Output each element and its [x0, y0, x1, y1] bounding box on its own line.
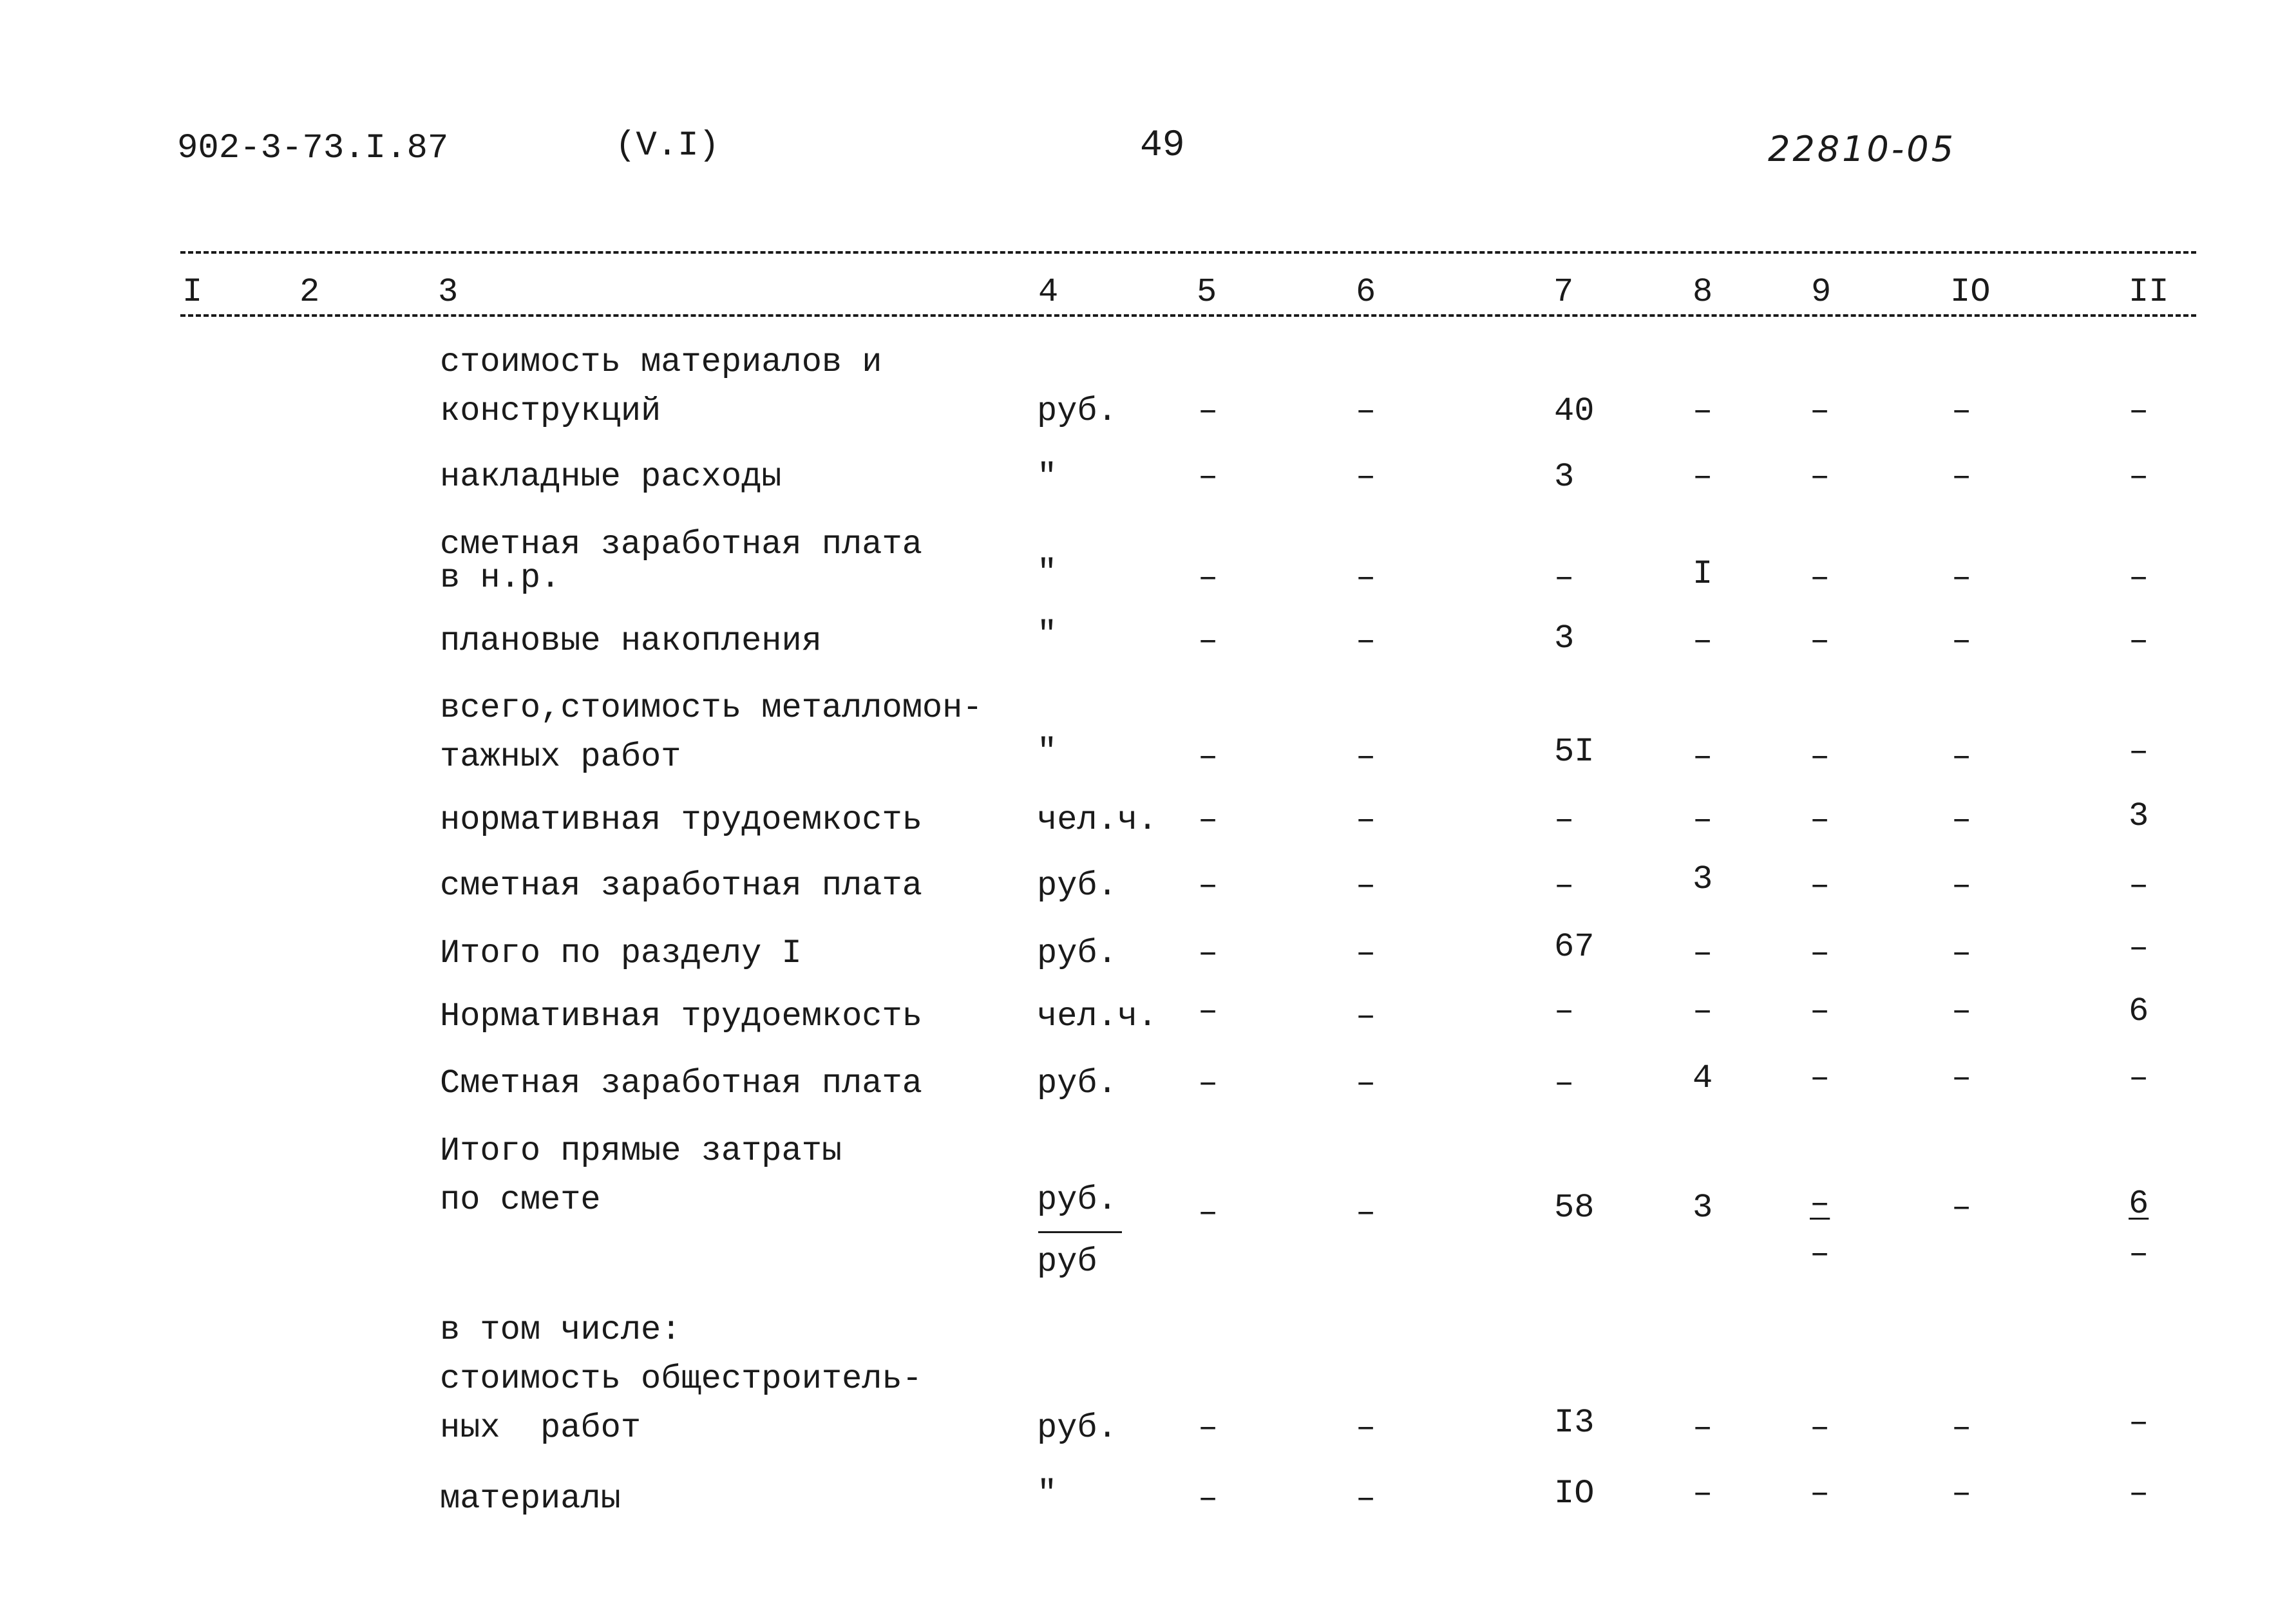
row-col8: – [1693, 934, 1713, 972]
row-col5: – [1198, 1409, 1219, 1447]
column-number: 8 [1693, 273, 1713, 311]
row-col11: – [2129, 392, 2149, 430]
column-number: IO [1950, 273, 1991, 311]
row-col5: – [1198, 801, 1219, 839]
row-col6: – [1356, 801, 1376, 839]
row-name-line2: материалы [440, 1480, 621, 1518]
row-col10: – [1951, 1475, 1972, 1513]
row-col5: – [1198, 392, 1219, 430]
row-unit: " [1037, 1475, 1058, 1513]
row-col11: – [2129, 1059, 2149, 1097]
row-col8: – [1693, 458, 1713, 496]
row-col7: – [1554, 1064, 1575, 1102]
row-col6: – [1356, 392, 1376, 430]
row-col9: – [1810, 392, 1830, 430]
column-number: 6 [1356, 273, 1376, 311]
row-unit: чел.ч. [1037, 801, 1158, 839]
row-name-line1: всего,стоимость металломон- [440, 689, 983, 727]
row-col9: – [1810, 1059, 1830, 1097]
row-col7: 67 [1554, 928, 1595, 966]
row-col9: – [1810, 992, 1830, 1030]
row-col11: – [2129, 1475, 2149, 1513]
row-col11: – [2129, 458, 2149, 496]
row-unit-numerator: руб. [1037, 1181, 1117, 1219]
row-name-line2: нормативная трудоемкость [440, 801, 922, 839]
row-col10: – [1951, 622, 1972, 660]
row-col6: – [1356, 622, 1376, 660]
header-rule-bottom [180, 314, 2196, 317]
row-col5: – [1198, 458, 1219, 496]
row-col5: – [1198, 559, 1219, 597]
row-col8: – [1693, 1409, 1713, 1447]
document-number: 902-3-73.I.87 [177, 129, 449, 168]
row-col6: – [1356, 934, 1376, 972]
row-name-line2: накладные расходы [440, 458, 782, 496]
row-col11: – [2129, 867, 2149, 905]
row-col7: 58 [1554, 1189, 1595, 1227]
fraction-line [1038, 1231, 1122, 1233]
row-col8: – [1693, 392, 1713, 430]
row-col11-denominator: – [2129, 1235, 2149, 1273]
row-col11: – [2129, 733, 2149, 771]
row-col9: – [1810, 622, 1830, 660]
column-number: I [182, 273, 203, 311]
column-number: 2 [299, 273, 320, 311]
row-name-line1: Итого прямые затраты [440, 1132, 842, 1170]
row-col6: – [1356, 1480, 1376, 1518]
row-name-line2: в н.р. [440, 559, 561, 597]
row-col5: – [1198, 867, 1219, 905]
header-rule-top [180, 251, 2196, 254]
row-col8: 4 [1693, 1059, 1713, 1097]
row-name-line1: стоимость материалов и [440, 343, 882, 381]
row-col7: I3 [1554, 1404, 1595, 1442]
row-unit: руб. [1037, 1064, 1117, 1102]
row-col7: – [1554, 867, 1575, 905]
row-name-line2: по смете [440, 1181, 601, 1219]
including-label: в том числе: [440, 1311, 681, 1349]
row-unit: руб. [1037, 392, 1117, 430]
row-col11: – [2129, 1404, 2149, 1442]
row-name-line2: Итого по разделу I [440, 934, 802, 972]
row-col7: – [1554, 992, 1575, 1030]
row-name-line1: сметная заработная плата [440, 525, 922, 563]
column-number: 3 [438, 273, 459, 311]
row-col10: – [1951, 801, 1972, 839]
row-unit: " [1037, 733, 1058, 771]
row-col7: 40 [1554, 392, 1595, 430]
row-col7: 3 [1554, 458, 1575, 496]
row-col10: – [1951, 992, 1972, 1030]
row-col6: – [1356, 1064, 1376, 1102]
row-col7: – [1554, 559, 1575, 597]
row-col6: – [1356, 458, 1376, 496]
row-col9: – [1810, 801, 1830, 839]
row-col11: 3 [2129, 797, 2149, 835]
row-col8: – [1693, 801, 1713, 839]
row-col5: – [1198, 1064, 1219, 1102]
row-col6: – [1356, 559, 1376, 597]
row-col7: – [1554, 801, 1575, 839]
row-col6: – [1356, 738, 1376, 776]
row-col8: – [1693, 992, 1713, 1030]
column-number: II [2129, 273, 2169, 311]
row-col6: – [1356, 997, 1376, 1035]
row-col5: – [1198, 622, 1219, 660]
row-col11: – [2129, 622, 2149, 660]
row-unit: руб. [1037, 1409, 1117, 1447]
row-unit: руб. [1037, 934, 1117, 972]
row-col6: – [1356, 1409, 1376, 1447]
row-col9-denominator: – [1810, 1235, 1830, 1273]
row-col8: – [1693, 1475, 1713, 1513]
row-col5: – [1198, 1194, 1219, 1232]
row-unit: " [1037, 458, 1058, 496]
row-col5: – [1198, 738, 1219, 776]
row-col9: – [1810, 1409, 1830, 1447]
row-col9: – [1810, 559, 1830, 597]
row-col10: – [1951, 934, 1972, 972]
row-col10: – [1951, 867, 1972, 905]
row-name-line2: Нормативная трудоемкость [440, 997, 922, 1035]
row-col9: – [1810, 934, 1830, 972]
row-col6: – [1356, 1194, 1376, 1232]
row-col10: – [1951, 1189, 1972, 1227]
row-col8: – [1693, 738, 1713, 776]
row-unit: " [1037, 554, 1058, 592]
row-col11-numerator: 6 [2129, 1185, 2149, 1223]
column-number: 9 [1811, 273, 1832, 311]
row-name-line2: Сметная заработная плата [440, 1064, 922, 1102]
row-col9: – [1810, 458, 1830, 496]
row-col7: 3 [1554, 619, 1575, 657]
row-col6: – [1356, 867, 1376, 905]
row-name-line1: стоимость общестроитель- [440, 1360, 922, 1398]
row-unit: руб. [1037, 867, 1117, 905]
row-col8: I [1693, 555, 1713, 593]
row-col5: – [1198, 992, 1219, 1030]
row-unit: " [1037, 616, 1058, 654]
row-name-line2: тажных работ [440, 738, 681, 776]
row-col10: – [1951, 1059, 1972, 1097]
row-col8: – [1693, 622, 1713, 660]
row-col10: – [1951, 458, 1972, 496]
volume-label: (V.I) [615, 126, 720, 165]
row-col11: – [2129, 559, 2149, 597]
row-col10: – [1951, 559, 1972, 597]
row-col7: IO [1554, 1475, 1595, 1513]
row-col10: – [1951, 392, 1972, 430]
row-col8: 3 [1693, 1189, 1713, 1227]
document-code: 22810-05 [1768, 129, 1956, 169]
row-col10: – [1951, 738, 1972, 776]
row-unit: чел.ч. [1037, 997, 1158, 1035]
column-number: 4 [1038, 273, 1059, 311]
row-col9: – [1810, 1475, 1830, 1513]
row-name-line2: конструкций [440, 392, 661, 430]
row-name-line2: плановые накопления [440, 622, 822, 660]
row-col8: 3 [1693, 860, 1713, 898]
row-col11: 6 [2129, 992, 2149, 1030]
row-unit-denominator: руб [1037, 1243, 1097, 1281]
row-col9-numerator: – [1810, 1185, 1830, 1223]
page-number: 49 [1140, 125, 1185, 167]
column-number: 7 [1553, 273, 1574, 311]
row-col10: – [1951, 1409, 1972, 1447]
row-name-line2: сметная заработная плата [440, 867, 922, 905]
row-col5: – [1198, 1480, 1219, 1518]
row-col5: – [1198, 934, 1219, 972]
column-number: 5 [1197, 273, 1217, 311]
row-name-line2: ных работ [440, 1409, 641, 1447]
row-col9: – [1810, 867, 1830, 905]
row-col11: – [2129, 929, 2149, 967]
row-col7: 5I [1554, 733, 1595, 771]
row-col9: – [1810, 738, 1830, 776]
